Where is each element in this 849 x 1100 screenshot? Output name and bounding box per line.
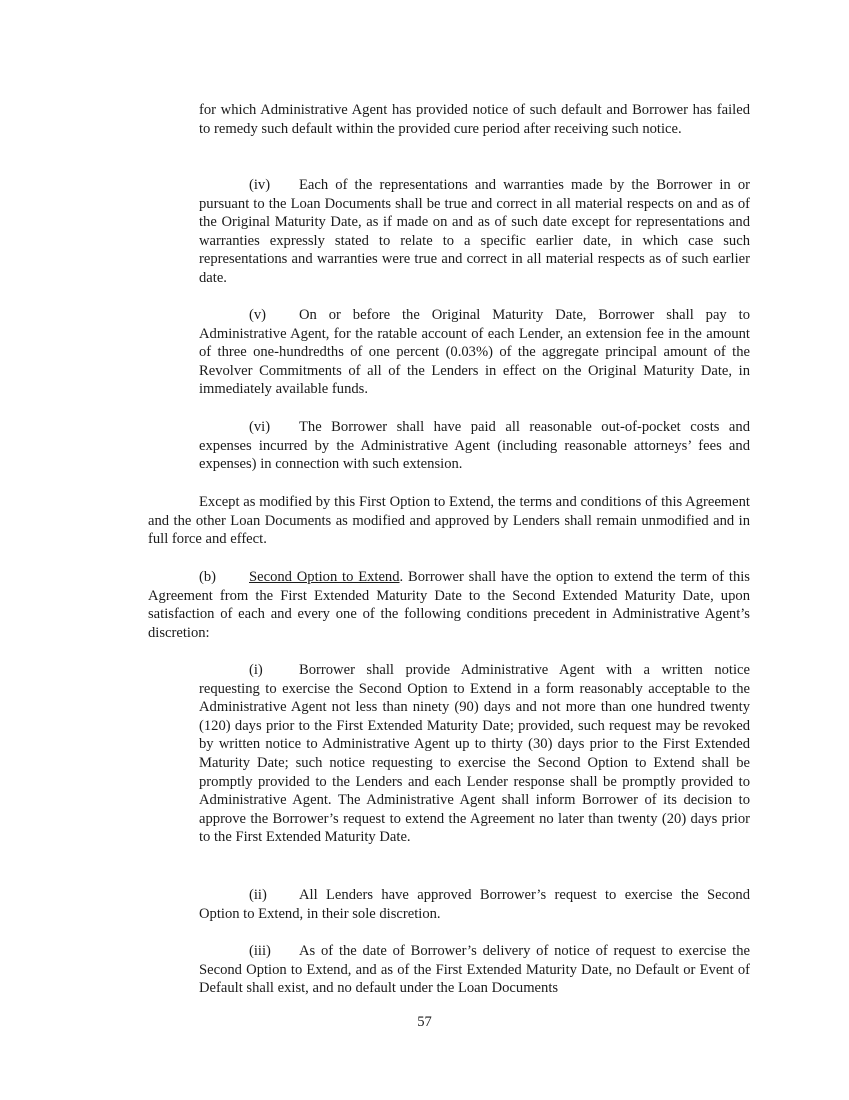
paragraph-label: (iv) — [249, 177, 271, 193]
paragraph-iv — [199, 176, 750, 288]
paragraph-v — [199, 306, 750, 399]
paragraph-continuation — [199, 101, 750, 138]
paragraph-text: All Lenders have approved Borrower’s request to exercise the Second Option to Extend, in their sole discretion. — [199, 887, 750, 922]
paragraph-b-iii — [199, 942, 750, 998]
section-heading: Second Option to Extend — [249, 569, 400, 585]
paragraph-label: (b) — [199, 569, 217, 585]
paragraph-text: As of the date of Borrower’s delivery of notice of request to exercise the Second Option to Extend, and as of the First Extended Maturity Date, no Default or Event of Default shall exist, and no default under the Loan Documents — [199, 943, 750, 997]
paragraph-label: (vi) — [249, 419, 271, 435]
paragraph-b-ii — [199, 886, 750, 923]
paragraph-text: . Borrower shall have the option to extend the term of this Agreement from the First Extended Maturity Date to the Second Extended Maturity Date, upon satisfaction of each and every one of the following conditions precedent in Administrative Agent’s discretion: — [148, 569, 750, 641]
paragraph-vi — [199, 418, 750, 474]
paragraph-label: (v) — [249, 307, 267, 323]
paragraph-text: for which Administrative Agent has provided notice of such default and Borrower has failed to remedy such default within the provided cure period after receiving such notice. — [199, 102, 750, 137]
paragraph-text: Except as modified by this First Option to Extend, the terms and conditions of this Agreement and the other Loan Documents as modified and approved by Lenders shall remain unmodified and in full force and effect. — [148, 494, 750, 548]
paragraph-text: Borrower shall provide Administrative Agent with a written notice requesting to exercise the Second Option to Extend in a form reasonably acceptable to the Administrative Agent not less than ninety (90) days and not more than one hundred twenty (120) days prior to the First Extended Maturity Date; provided, such request may be revoked by written notice to Administrative Agent up to thirty (30) days prior to the First Extended Maturity Date; such notice requesting to exercise the Second Option to Extend shall be promptly provided to the Lenders and each Lender response shall be promptly provided to Administrative Agent. The Administrative Agent shall inform Borrower of its decision to approve the Borrower’s request to extend the Agreement no later than twenty (20) days prior to the First Extended Maturity Date. — [199, 662, 750, 846]
paragraph-label: (iii) — [249, 943, 271, 959]
page-number: 57 — [417, 1014, 432, 1030]
paragraph-except — [148, 493, 750, 549]
paragraph-label: (i) — [249, 662, 263, 678]
paragraph-text: The Borrower shall have paid all reasonable out-of-pocket costs and expenses incurred by the Administrative Agent (including reasonable attorneys’ fees and expenses) in connection with such extension. — [199, 419, 750, 473]
paragraph-text: On or before the Original Maturity Date, Borrower shall pay to Administrative Agent, for the ratable account of each Lender, an extension fee in the amount of three one-hundredths of one percent (0.03%) of the aggregate principal amount of the Revolver Commitments of all of the Lenders in effect on the Original Maturity Date, in immediately available funds. — [199, 307, 750, 398]
paragraph-b — [148, 568, 750, 642]
paragraph-b-i — [199, 661, 750, 847]
paragraph-text: Each of the representations and warranties made by the Borrower in or pursuant to the Loan Documents shall be true and correct in all material respects on and as of the Original Maturity Date, as if made on and as of such date except for representations and warranties expressly stated to relate to a specific earlier date, in which case such representations and warranties were true and correct in all material respects as of such earlier date. — [199, 177, 750, 286]
paragraph-label: (ii) — [249, 887, 267, 903]
